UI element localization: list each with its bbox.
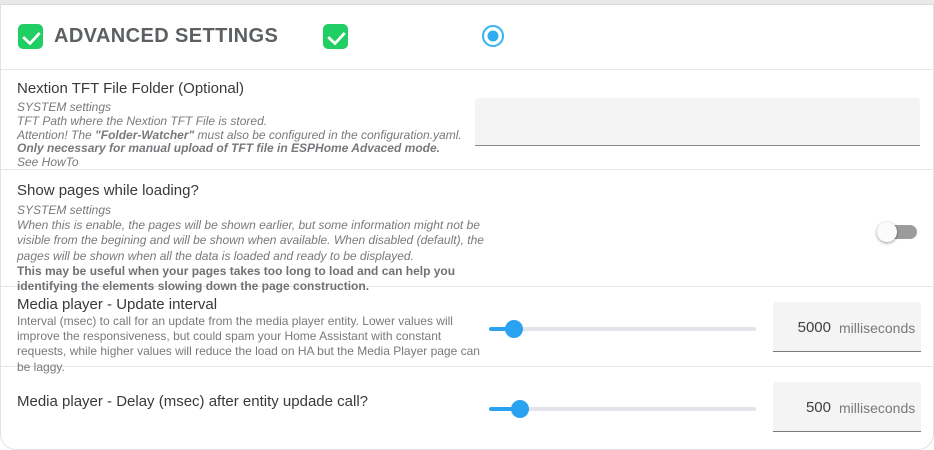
- checkbox-checked-icon[interactable]: [18, 24, 43, 49]
- section-tft-folder: [1, 70, 933, 170]
- desc-body: When this is enable, the pages will be shown earlier, but some information might not be visible from the begining and will be shown when available. When disabled (default), the pages will be shown when all the data is loaded and ready to be displayed.: [17, 218, 484, 263]
- update-interval-value-box[interactable]: [773, 302, 921, 352]
- setting-description: Interval (msec) to call for an update from the media player entity. Lower values will improve the responsiveness, but could spam your Home Assistant with constant requests, while higher values will reduce the load on HA but the Media Player page can be laggy.: [17, 314, 480, 374]
- setting-title: Media player - Update interval: [17, 296, 218, 313]
- slider-track[interactable]: [491, 407, 756, 411]
- setting-description: [17, 101, 477, 170]
- desc-bold-note: This may be useful when your pages takes too long to load and can help you identifying the elements slowing down the page construction.: [17, 263, 456, 294]
- update-interval-slider[interactable]: [491, 320, 756, 338]
- value-field[interactable]: 5000: [797, 319, 831, 336]
- section-delay: [1, 367, 933, 450]
- unit-label: milliseconds: [839, 320, 916, 336]
- tft-folder-input[interactable]: [475, 98, 920, 146]
- setting-title: Media player - Delay (msec) after entity updade call?: [17, 393, 368, 410]
- desc-line: SYSTEM settings: [17, 100, 112, 114]
- setting-title: Show pages while loading?: [17, 182, 199, 199]
- header-section: [1, 5, 933, 70]
- slider-thumb[interactable]: [511, 400, 529, 418]
- howto-link[interactable]: See HowTo: [17, 155, 79, 170]
- setting-description: [17, 203, 495, 294]
- slider-thumb[interactable]: [505, 320, 523, 338]
- unit-label: milliseconds: [839, 400, 916, 416]
- section-show-pages: [1, 170, 933, 294]
- settings-card: [0, 5, 934, 450]
- show-pages-toggle-off[interactable]: [877, 220, 919, 244]
- desc-line: Attention! The "Folder-Watcher" must also be configured in the configuration.yaml.: [17, 127, 462, 142]
- setting-title: Nextion TFT File Folder (Optional): [17, 80, 245, 97]
- delay-slider[interactable]: [491, 400, 756, 418]
- desc-line-bold: Only necessary for manual upload of TFT file in ESPHome Advaced mode.: [17, 141, 440, 156]
- checkbox-checked-icon[interactable]: [323, 24, 348, 49]
- desc-line: SYSTEM settings: [17, 203, 112, 217]
- value-field[interactable]: 500: [805, 399, 831, 416]
- desc-line: TFT Path where the Nextion TFT File is stored.: [17, 113, 268, 128]
- delay-value-box[interactable]: [773, 382, 921, 432]
- section-update-interval: [1, 287, 933, 374]
- toggle-knob[interactable]: [877, 222, 897, 242]
- page-title: ADVANCED SETTINGS: [54, 25, 279, 47]
- slider-track[interactable]: [491, 327, 756, 331]
- radio-selected-icon[interactable]: [482, 25, 504, 47]
